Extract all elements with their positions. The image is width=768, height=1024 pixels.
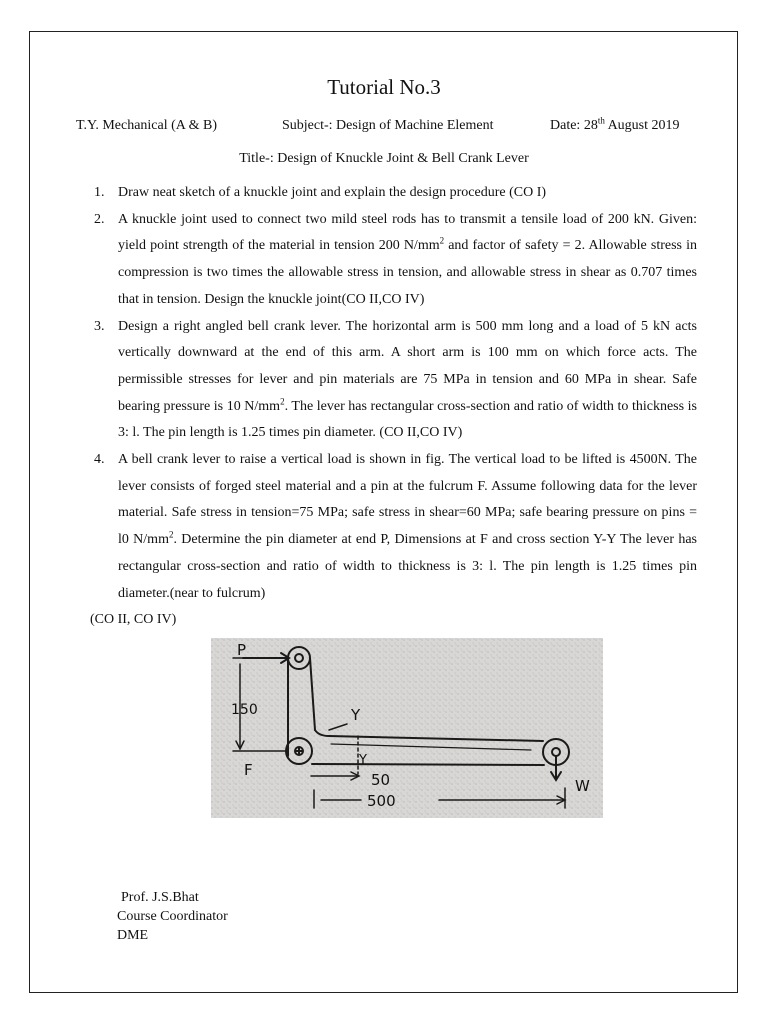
date-suffix: August 2019 [604, 118, 680, 133]
superscript: 2 [280, 395, 285, 406]
bell-crank-lever-diagram [211, 638, 603, 818]
figure-background [211, 638, 603, 818]
subject-label: Subject-: Design of Machine Element [282, 118, 494, 133]
label-p: P [237, 641, 247, 659]
tutorial-subtitle: Title-: Design of Knuckle Joint & Bell Crank Lever [239, 151, 529, 166]
date-sup: th [597, 115, 605, 126]
question-item [90, 314, 697, 448]
label-y-top: Y [351, 706, 361, 724]
label-50: 50 [371, 771, 391, 789]
question-text-cont: and factor of safety = 2. Allowable stress in compression is two times the allowable stress in tension, and allowable stress in shear as 0.707 times that in tension. Design the knuckle joint(CO II,CO IV) [118, 238, 697, 307]
superscript: 2 [168, 529, 174, 540]
label-150: 150 [231, 702, 258, 718]
label-w: W [575, 777, 590, 795]
question-number: 2. [94, 211, 105, 227]
question-number: 3. [94, 318, 105, 334]
signatory-role: Course Coordinator [117, 909, 228, 924]
signatory-name: Prof. J.S.Bhat [121, 890, 199, 905]
question-item [90, 180, 697, 207]
question-text: Draw neat sketch of a knuckle joint and explain the design procedure (CO I) [118, 185, 547, 200]
question-text: A bell crank lever to raise a vertical load is shown in fig. The vertical load to be lifted is 4500N. The lever consists of forged steel material and a pin at the fulcrum F. Assume following data for the lever material. Safe stress in tension=75 MPa; safe stress in shear=60 MPa; safe bearing pressure on pins = l0 N/mm [118, 452, 697, 548]
question-number: 4. [94, 452, 105, 468]
page-title: Tutorial No.3 [327, 75, 441, 99]
class-label: T.Y. Mechanical (A & B) [76, 118, 218, 133]
superscript: 2 [439, 235, 445, 246]
question-text-cont: . The lever has rectangular cross-section and ratio of width to thickness is 3: l. The pin length is 1.25 times pin diameter. (CO II,CO IV) [118, 398, 697, 441]
label-y-bottom: Y [359, 753, 367, 768]
signatory-dept: DME [117, 928, 149, 943]
question-item [90, 207, 697, 314]
date-prefix: Date: 28 [550, 118, 598, 133]
signature-block [117, 888, 228, 945]
question-item [90, 447, 697, 634]
date-label [550, 115, 680, 134]
question-text-cont: . Determine the pin diameter at end P, Dimensions at F and cross section Y-Y The lever has rectangular cross-section and ratio of width to thickness is 3: l. The pin length is 1.25 times pin diameter.(near to fulcrum) [118, 532, 697, 601]
horizontal-arm-bottom-edge [312, 764, 544, 765]
question-co-tag: (CO II, CO IV) [90, 612, 177, 628]
bell-crank-lever-figure [211, 638, 603, 818]
question-text: Design a right angled bell crank lever. The horizontal arm is 500 mm long and a load of 5 kN acts vertically downward at the end of this arm. A short arm is 100 mm on which force acts. The permissible stresses for lever and pin materials are 75 MPa in tension and 60 MPa in shear. Safe bearing pressure is 10 N/mm [118, 318, 697, 414]
question-number: 1. [94, 185, 105, 200]
label-f: F [244, 761, 253, 779]
question-text: A knuckle joint used to connect two mild steel rods has to transmit a tensile load of 200 kN. Given: yield point strength of the material in tension 200 N/mm [118, 211, 697, 254]
question-list [90, 180, 697, 634]
label-500: 500 [367, 792, 396, 810]
